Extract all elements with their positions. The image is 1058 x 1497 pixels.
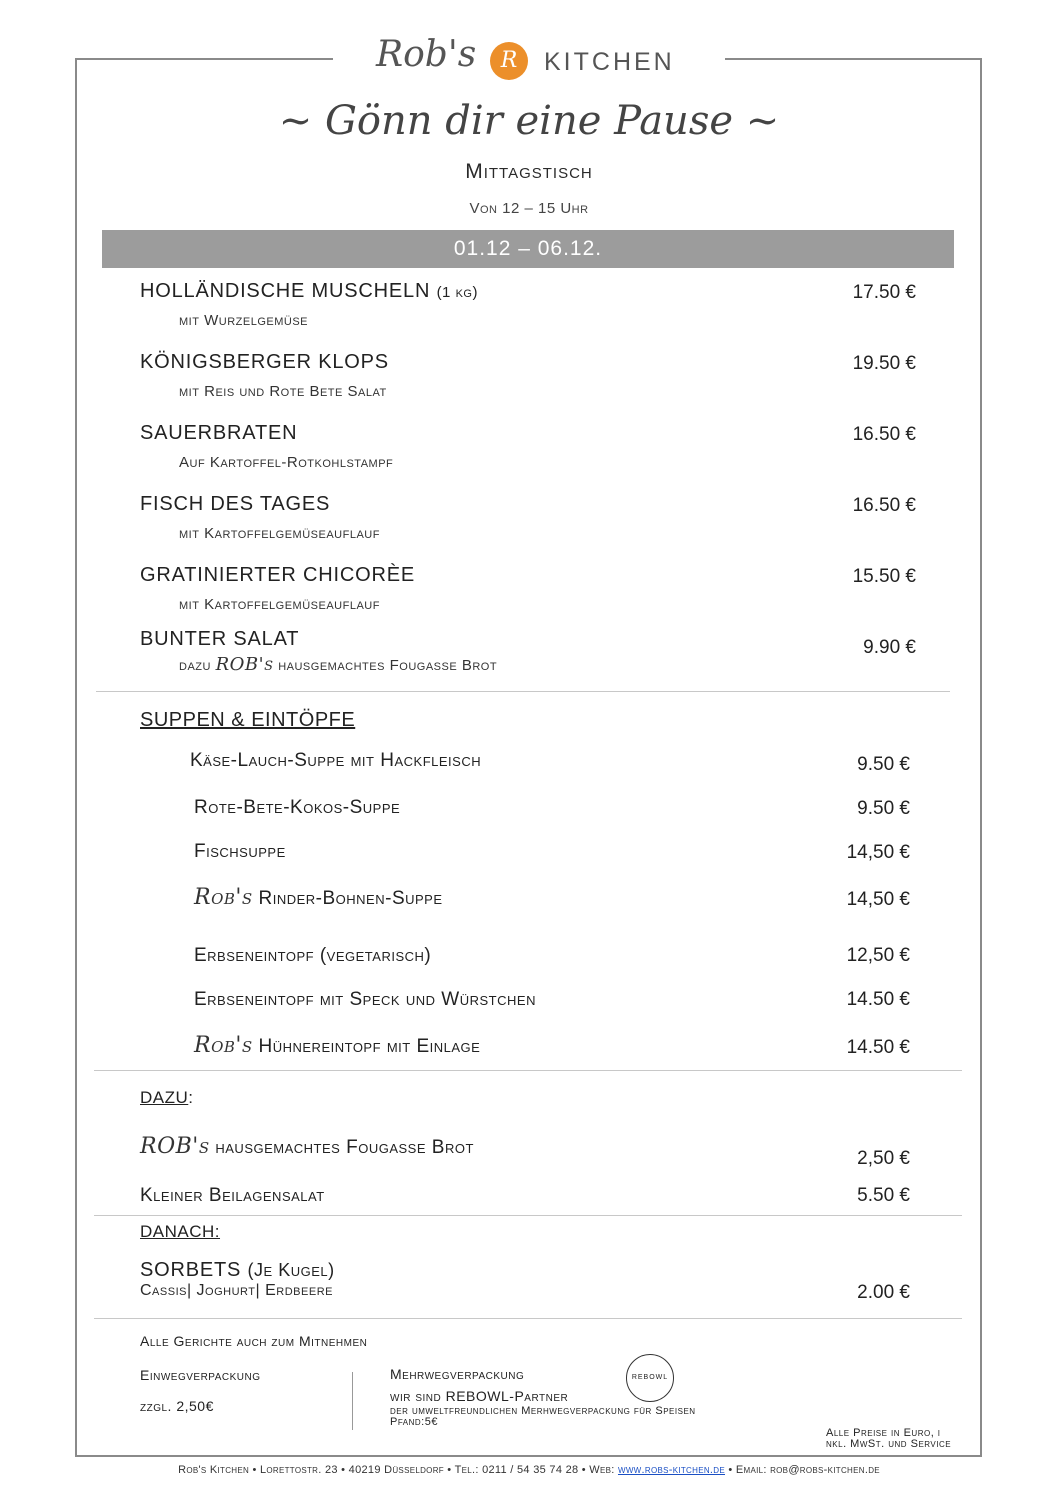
dish-description: mit Kartoffelgemüseauflauf [179,596,380,613]
logo-badge-icon: R [490,42,528,80]
dish-name: FISCH DES TAGES [140,493,331,515]
frame-left [75,58,77,1456]
robs-brand-text: ROB's [215,654,274,675]
side-item-name: ROB's hausgemachtes Fougasse Brot [140,1134,474,1159]
frame-top-left [75,58,333,60]
side-item-price: 2,50 € [857,1148,910,1169]
reusable-partner: wir sind REBOWL-Partner [390,1388,569,1404]
dish-price: 9.90 € [863,637,916,658]
reusable-label: Mehrwegverpackung [390,1366,525,1382]
dish-quantity: (1 kg) [436,284,478,301]
logo-kitchen-text: KITCHEN [544,48,675,76]
dish-name: BUNTER SALAT [140,628,300,650]
logo-rob-text: Rob's [376,34,477,75]
divider [96,691,950,692]
frame-bottom [75,1455,982,1457]
website-link[interactable]: www.robs-kitchen.de [617,1464,725,1476]
robs-brand-text: Rob's [194,885,253,910]
frame-top-right [725,58,982,60]
dish-price: 19.50 € [852,353,916,374]
soup-price: 14,50 € [846,889,910,910]
dish-name: KÖNIGSBERGER KLOPS [140,351,389,373]
soup-price: 14.50 € [846,989,910,1010]
dish-description: mit Reis und Rote Bete Salat [179,383,387,400]
side-item-price: 5.50 € [857,1185,910,1206]
soup-name: Erbseneintopf mit Speck und Würstchen [194,989,536,1010]
dish-name: SAUERBRATEN [140,422,298,444]
section-title-soups: SUPPEN & EINTÖPFE [140,709,356,731]
dessert-quantity: (Je Kugel) [247,1260,335,1280]
reusable-note: der umweltfreundlichen Merhwegverpackung für Speisen [390,1405,696,1417]
side-item-name: Kleiner Beilagensalat [140,1185,325,1206]
dessert-name: SORBETS (Je Kugel) [140,1259,335,1281]
frame-right [980,58,982,1456]
dish-price: 15.50 € [852,566,916,587]
dish-price: 16.50 € [852,495,916,516]
date-range-bar: 01.12 – 06.12. [102,230,954,268]
soup-name: Erbseneintopf (vegetarisch) [194,945,432,966]
soup-price: 12,50 € [846,945,910,966]
takeaway-title: Alle Gerichte auch zum Mitnehmen [140,1333,368,1349]
divider-vertical [352,1372,353,1430]
dish-description: Auf Kartoffel-Rotkohlstampf [179,454,394,471]
dish-description: dazu ROB's hausgemachtes Fougasse Brot [179,654,498,675]
dish-description: mit Kartoffelgemüseauflauf [179,525,380,542]
soup-name: Fischsuppe [194,841,286,862]
rebowl-logo-icon: REBOWL [626,1354,674,1402]
soup-price: 9.50 € [857,754,910,775]
soup-name: Rote-Bete-Kokos-Suppe [194,797,401,818]
dish-price: 17.50 € [852,282,916,303]
opening-hours: Von 12 – 15 Uhr [469,200,589,217]
soup-name: Rob's Rinder-Bohnen-Suppe [194,885,443,910]
footer-contact: Rob's Kitchen • Lorettostr. 23 • 40219 Düsseldorf • Tel.: 0211 / 54 35 74 28 • Web: www.robs-kitchen.de • Email: rob@robs-kitchen.de [178,1464,880,1476]
robs-brand-text: ROB's [140,1134,210,1159]
divider [94,1215,962,1216]
dish-name: HOLLÄNDISCHE MUSCHELN (1 kg) [140,280,478,302]
dish-description: mit Wurzelgemüse [179,312,308,329]
section-title-dazu: DAZU: [140,1088,194,1107]
price-note: nkl. MwSt. und Service [826,1438,952,1450]
soup-price: 14,50 € [846,842,910,863]
headline: ~ Gönn dir eine Pause ~ [278,98,780,144]
divider [94,1318,962,1319]
dessert-price: 2.00 € [857,1282,910,1303]
soup-name: Rob's Hühnereintopf mit Einlage [194,1033,481,1058]
divider [94,1070,962,1071]
reusable-deposit: Pfand:5€ [390,1416,438,1428]
page-subtitle: Mittagstisch [465,160,593,183]
single-use-price: zzgl. 2,50€ [140,1398,214,1414]
dish-price: 16.50 € [852,424,916,445]
robs-brand-text: Rob's [194,1033,253,1058]
section-title-danach: DANACH: [140,1222,221,1241]
dish-name: GRATINIERTER CHICORÈE [140,564,415,586]
dessert-flavors: Cassis| Joghurt| Erdbeere [140,1282,333,1299]
single-use-label: Einwegverpackung [140,1367,261,1383]
soup-price: 9.50 € [857,798,910,819]
soup-price: 14.50 € [846,1037,910,1058]
soup-name: Käse-Lauch-Suppe mit Hackfleisch [190,750,482,771]
price-note: Alle Preise in Euro, i [826,1427,941,1439]
